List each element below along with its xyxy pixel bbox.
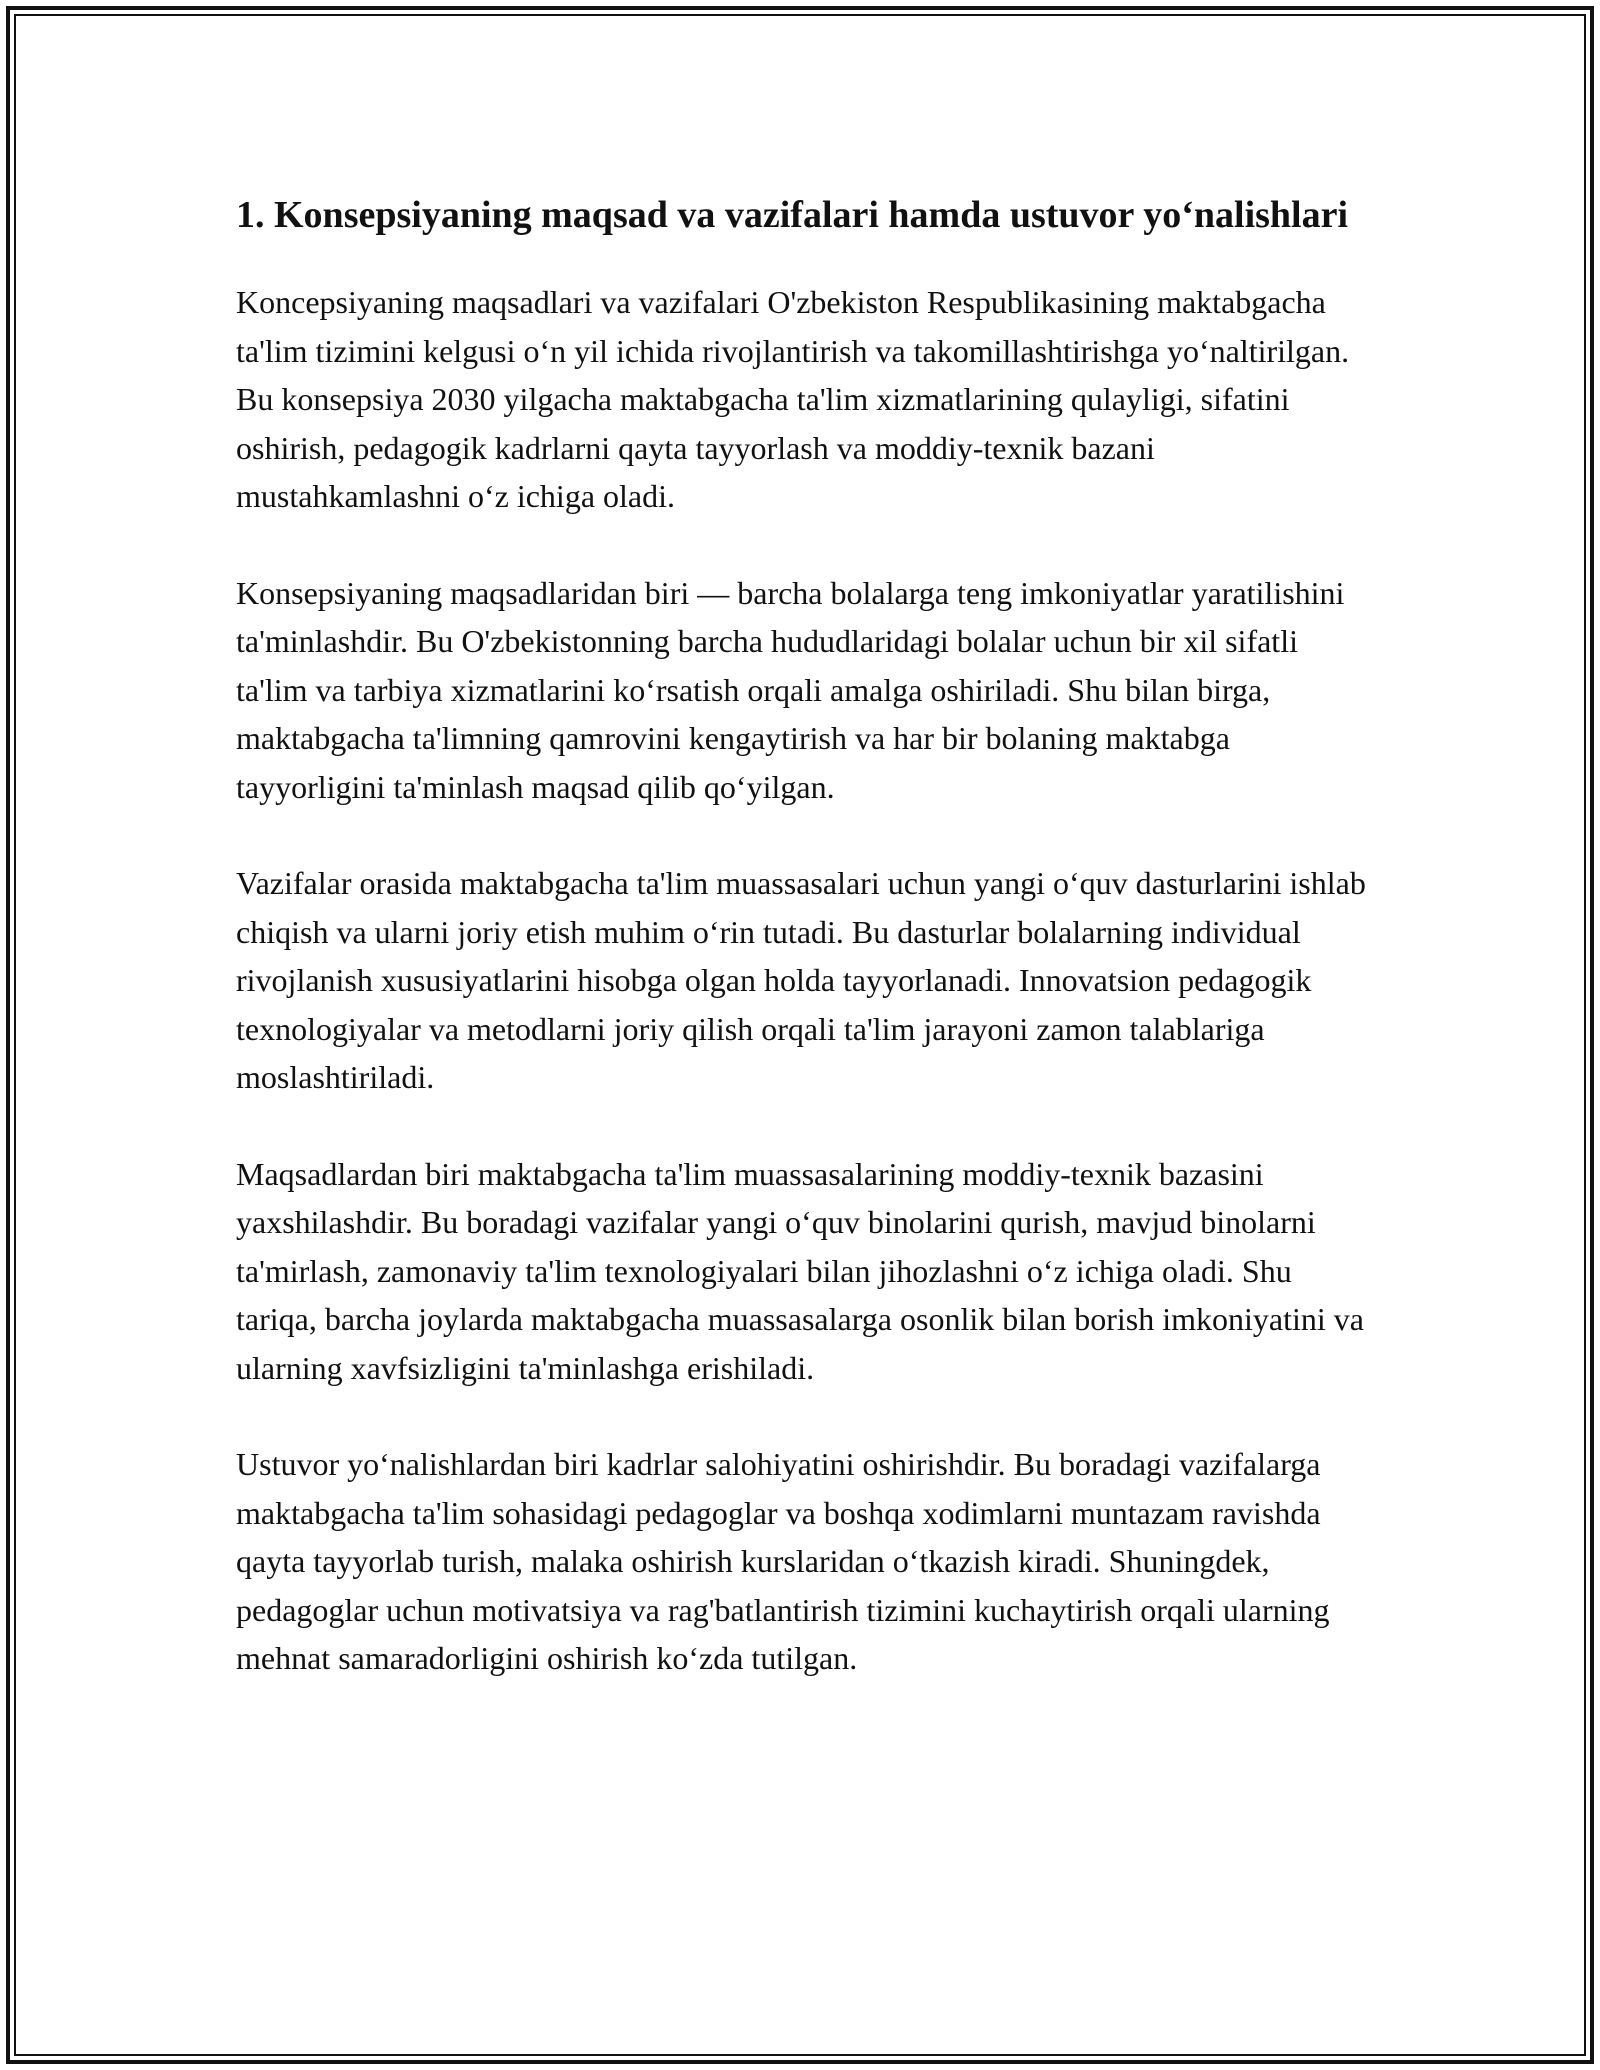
paragraph-1: Koncepsiyaning maqsadlari va vazifalari O'zbekiston Respublikasining maktabgacha ta'lim tizimini kelgusi o‘n yil ichida rivojlantirish va takomillashtirishga yo‘naltirilgan. Bu konsepsiya 2030 yilgacha maktabgacha ta'lim xizmatlarining qulayligi, sifatini oshirish, pedagogik kadrlarni qayta tayyorlash va moddiy-texnik bazani mustahkamlashni o‘z ichiga oladi.: [236, 284, 1350, 514]
document-body: [236, 188, 1376, 1731]
paragraph-5: Ustuvor yo‘nalishlardan biri kadrlar salohiyatini oshirishdir. Bu boradagi vazifalarga maktabgacha ta'lim sohasidagi pedagoglar va boshqa xodimlarni muntazam ravishda qayta tayyorlab turish, malaka oshirish kurslaridan o‘tkazish kiradi. Shuningdek, pedagoglar uchun motivatsiya va rag'batlantirish tizimini kuchaytirish orqali ularning mehnat samaradorligini oshirish ko‘zda tutilgan.: [236, 1446, 1330, 1676]
paragraph-3: Vazifalar orasida maktabgacha ta'lim muassasalari uchun yangi o‘quv dasturlarini ishlab chiqish va ularni joriy etish muhim o‘rin tutadi. Bu dasturlar bolalarning individual rivojlanish xususiyatlarini hisobga olgan holda tayyorlanadi. Innovatsion pedagogik texnologiyalar va metodlarni joriy qilish orqali ta'lim jarayoni zamon talablariga moslashtiriladi.: [236, 865, 1366, 1095]
section-heading: 1. Konsepsiyaning maqsad va vazifalari hamda ustuvor yo‘nalishlari: [236, 194, 1349, 236]
paragraph-2: Konsepsiyaning maqsadlaridan biri — barcha bolalarga teng imkoniyatlar yaratilishini ta'minlashdir. Bu O'zbekistonning barcha hududlaridagi bolalar uchun bir xil sifatli ta'lim va tarbiya xizmatlarini ko‘rsatish orqali amalga oshiriladi. Shu bilan birga, maktabgacha ta'limning qamrovini kengaytirish va har bir bolaning maktabga tayyorligini ta'minlash maqsad qilib qo‘yilgan.: [236, 574, 1345, 805]
paragraph-4: Maqsadlardan biri maktabgacha ta'lim muassasalarining moddiy-texnik bazasini yaxshilashdir. Bu boradagi vazifalar yangi o‘quv binolarini qurish, mavjud binolarni ta'mirlash, zamonaviy ta'lim texnologiyalari bilan jihozlashni o‘z ichiga oladi. Shu tariqa, barcha joylarda maktabgacha muassasalarga osonlik bilan borish imkoniyatini va ularning xavfsizligini ta'minlashga erishiladi.: [236, 1155, 1364, 1386]
